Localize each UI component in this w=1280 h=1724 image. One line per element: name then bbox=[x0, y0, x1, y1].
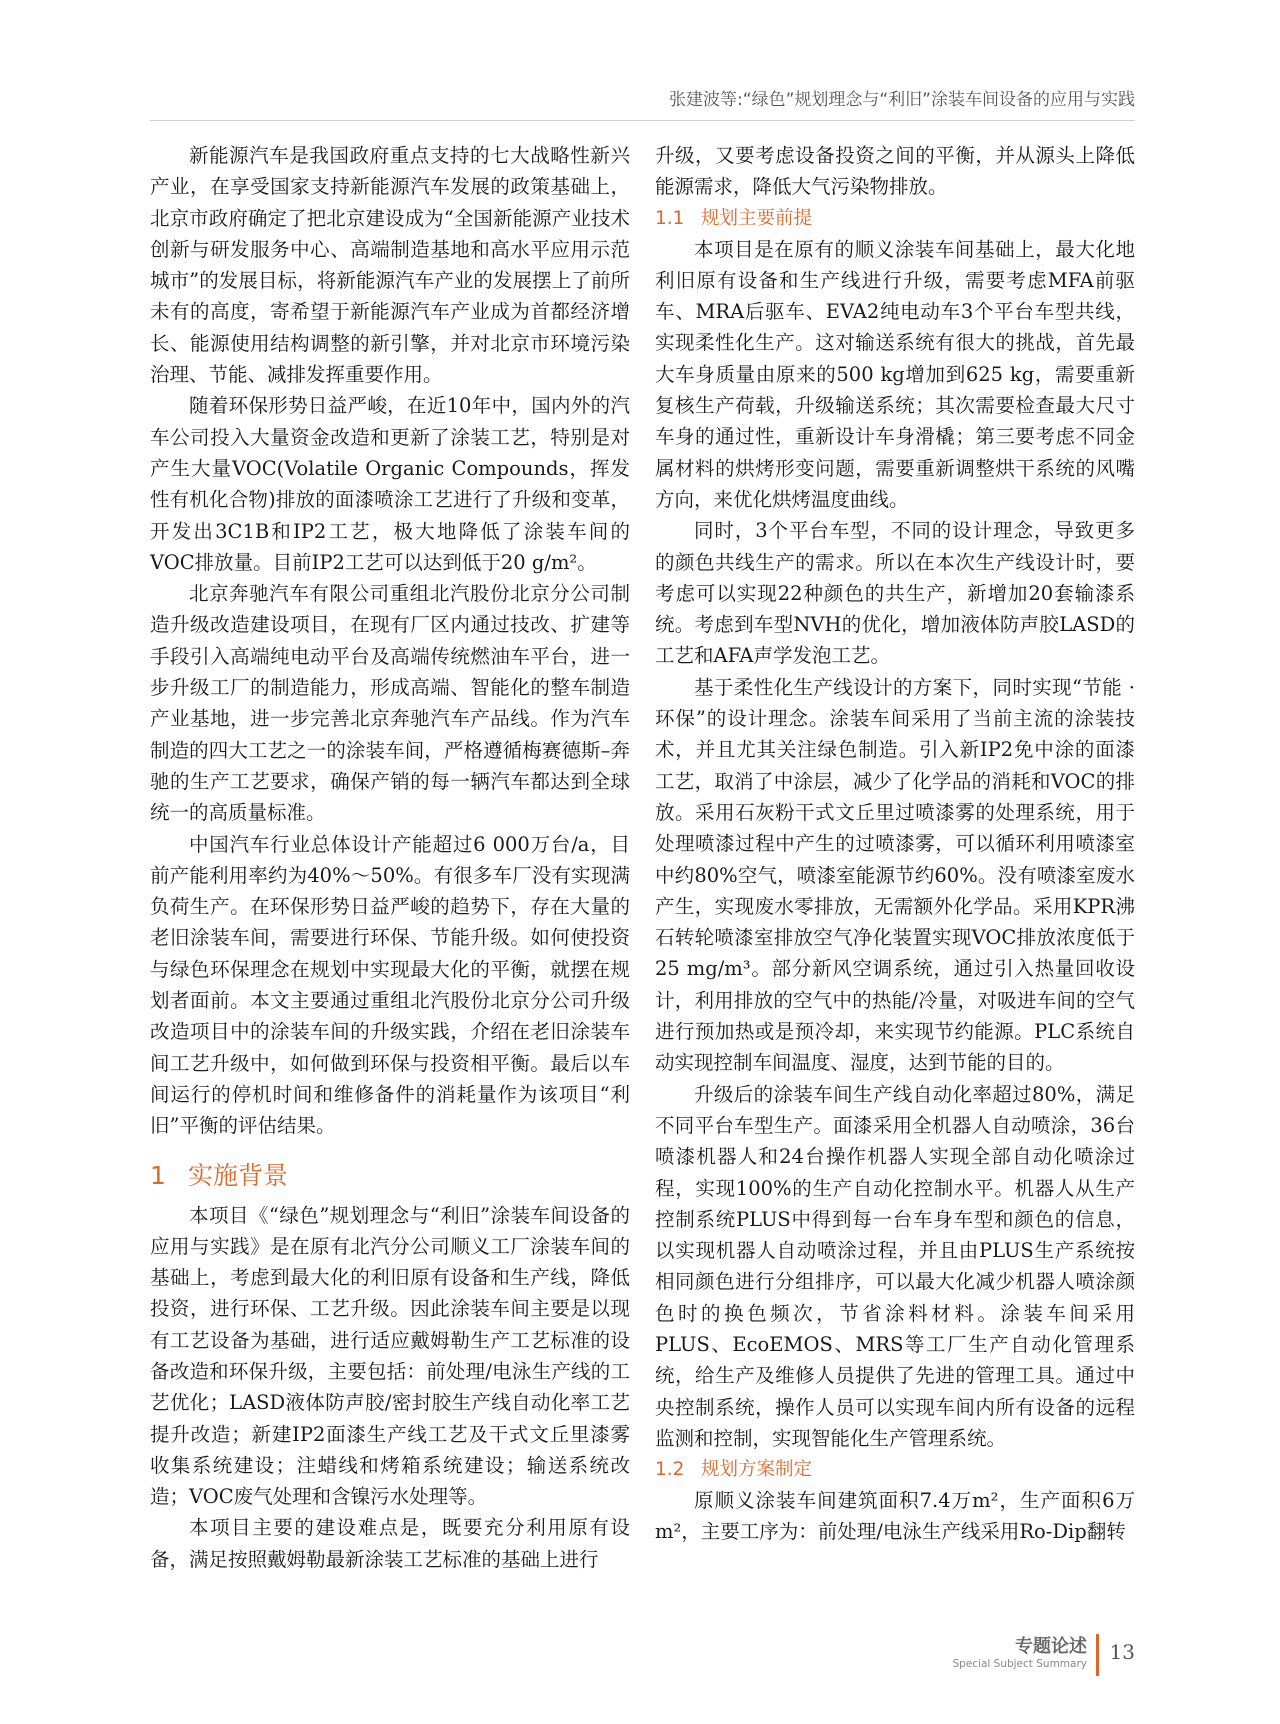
subsection-heading bbox=[655, 1454, 1135, 1485]
paragraph: 本项目《“绿色”规划理念与“利旧”涂装车间设备的应用与实践》是在原有北汽分公司顺义工厂涂装车间的基础上，考虑到最大化的利旧原有设备和生产线，降低投资，进行环保、工艺升级。因此涂装车间主要是以现有工艺设备为基础，进行适应戴姆勒生产工艺标准的设备改造和环保升级，主要包括：前处理/电泳生产线的工艺优化；LASD液体防声胶/密封胶生产线自动化率工艺提升改造；新建IP2面漆生产线工艺及干式文丘里漆雾收集系统建设；注蜡线和烤箱系统建设；输送系统改造；VOC废气处理和含镍污水处理等。 bbox=[150, 1203, 630, 1509]
paragraph: 同时，3个平台车型，不同的设计理念，导致更多的颜色共线生产的需求。所以在本次生产线设计时，要考虑可以实现22种颜色的共生产，新增加20套输漆系统。考虑到车型NVH的优化，增加液体防声胶LASD的工艺和AFA声学发泡工艺。 bbox=[655, 519, 1135, 668]
page-footer bbox=[935, 1632, 1135, 1692]
paragraph: 中国汽车行业总体设计产能超过6 000万台/a，目前产能利用率约为40%～50%。有很多车厂没有实现满负荷生产。在环保形势日益严峻的趋势下，存在大量的老旧涂装车间，需要进行环保、节能升级。如何使投资与绿色环保理念在规划中实现最大化的平衡，就摆在规划者面前。本文主要通过重组北汽股份北京分公司升级改造项目中的涂装车间的升级实践，介绍在老旧涂装车间工艺升级中，如何做到环保与投资相平衡。最后以车间运行的停机时间和维修备件的消耗量作为该项目“利旧”平衡的评估结果。 bbox=[150, 832, 630, 1138]
subsection-number: 1.1 bbox=[655, 207, 685, 229]
paragraph: 随着环保形势日益严峻，在近10年中，国内外的汽车公司投入大量资金改造和更新了涂装工艺，特别是对产生大量VOC(Volatile Organic Compounds，挥发性有机化合物)排放的面漆喷涂工艺进行了升级和变革，开发出3C1B和IP2工艺，极大地降低了涂装车间的VOC排放量。目前IP2工艺可以达到低于20 g/m²。 bbox=[150, 394, 630, 574]
left-column bbox=[150, 140, 630, 1575]
paragraph: 基于柔性化生产线设计的方案下，同时实现“节能 · 环保”的设计理念。涂装车间采用了当前主流的涂装技术，并且尤其关注绿色制造。引入新IP2免中涂的面漆工艺，取消了中涂层，减少了化学品的消耗和VOC的排放。采用石灰粉干式文丘里过喷漆雾的处理系统，用于处理喷漆过程中产生的过喷漆雾，可以循环利用喷漆室中约80%空气，喷漆室能源节约60%。没有喷漆室废水产生，实现废水零排放，无需额外化学品。采用KPR沸石转轮喷漆室排放空气净化装置实现VOC排放浓度低于25 mg/m³。部分新风空调系统，通过引入热量回收设计，利用排放的空气中的热能/冷量，对吸进车间的空气进行预加热或是预冷却，来实现节约能源。PLC系统自动实现控制车间温度、湿度，达到节能的目的。 bbox=[655, 675, 1135, 1075]
paragraph: 新能源汽车是我国政府重点支持的七大战略性新兴产业，在享受国家支持新能源汽车发展的政策基础上，北京市政府确定了把北京建设成为“全国新能源产业技术创新与研发服务中心、高端制造基地和高水平应用示范城市”的发展目标，将新能源汽车产业的发展摆上了前所未有的高度，寄希望于新能源汽车产业成为首都经济增长、能源使用结构调整的新引擎，并对北京市环境污染治理、节能、减排发挥重要作用。 bbox=[150, 144, 630, 387]
right-column bbox=[655, 140, 1135, 1548]
subsection-title: 规划方案制定 bbox=[701, 1459, 813, 1481]
paragraph: 本项目主要的建设难点是，既要充分利用原有设备，满足按照戴姆勒最新涂装工艺标准的基础上进行 bbox=[150, 1516, 630, 1571]
running-header: 张建波等:“绿色”规划理念与“利旧”涂装车间设备的应用与实践 bbox=[150, 86, 1135, 121]
footer-divider bbox=[1096, 1634, 1099, 1676]
subsection-number: 1.2 bbox=[655, 1459, 685, 1481]
paragraph: 原顺义涂装车间建筑面积7.4万m²，生产面积6万m²，主要工序为：前处理/电泳生产线采用Ro-Dip翻转 bbox=[655, 1489, 1135, 1544]
paragraph-continued: 升级，又要考虑设备投资之间的平衡，并从源头上降低能源需求，降低大气污染物排放。 bbox=[655, 144, 1135, 199]
subsection-heading bbox=[655, 203, 1135, 234]
section-title: 实施背景 bbox=[188, 1160, 289, 1190]
page-number: 13 bbox=[1109, 1640, 1135, 1664]
paragraph: 本项目是在原有的顺义涂装车间基础上，最大化地利旧原有设备和生产线进行升级，需要考虑MFA前驱车、MRA后驱车、EVA2纯电动车3个平台车型共线，实现柔性化生产。这对输送系统有很大的挑战，首先最大车身质量由原来的500 kg增加到625 kg，需要重新复核生产荷载，升级输送系统；其次需要检查最大尺寸车身的通过性，重新设计车身滑橇；第三要考虑不同金属材料的烘烤形变问题，需要重新调整烘干系统的风嘴方向，来优化烘烤温度曲线。 bbox=[655, 237, 1135, 511]
column-name-english: Special Subject Summary bbox=[952, 1658, 1087, 1670]
paragraph: 北京奔驰汽车有限公司重组北汽股份北京分公司制造升级改造建设项目，在现有厂区内通过技改、扩建等手段引入高端纯电动平台及高端传统燃油车平台，进一步升级工厂的制造能力，形成高端、智能化的整车制造产业基地，进一步完善北京奔驰汽车产品线。作为汽车制造的四大工艺之一的涂装车间，严格遵循梅赛德斯–奔驰的生产工艺要求，确保产销的每一辆汽车都达到全球统一的高质量标准。 bbox=[150, 582, 630, 825]
section-number: 1 bbox=[150, 1160, 166, 1190]
subsection-title: 规划主要前提 bbox=[701, 207, 813, 229]
section-heading bbox=[150, 1160, 630, 1192]
column-name: 专题论述 bbox=[1015, 1636, 1087, 1657]
paragraph: 升级后的涂装车间生产线自动化率超过80%，满足不同平台车型生产。面漆采用全机器人自动喷涂，36台喷漆机器人和24台操作机器人实现全部自动化喷涂过程，实现100%的生产自动化控制水平。机器人从生产控制系统PLUS中得到每一台车身车型和颜色的信息，以实现机器人自动喷涂过程，并且由PLUS生产系统按相同颜色进行分组排序，可以最大化减少机器人喷涂颜色时的换色频次，节省涂料材料。涂装车间采用PLUS、EcoEMOS、MRS等工厂生产自动化管理系统，给生产及维修人员提供了先进的管理工具。通过中央控制系统，操作人员可以实现车间内所有设备的远程监测和控制，实现智能化生产管理系统。 bbox=[655, 1082, 1135, 1450]
